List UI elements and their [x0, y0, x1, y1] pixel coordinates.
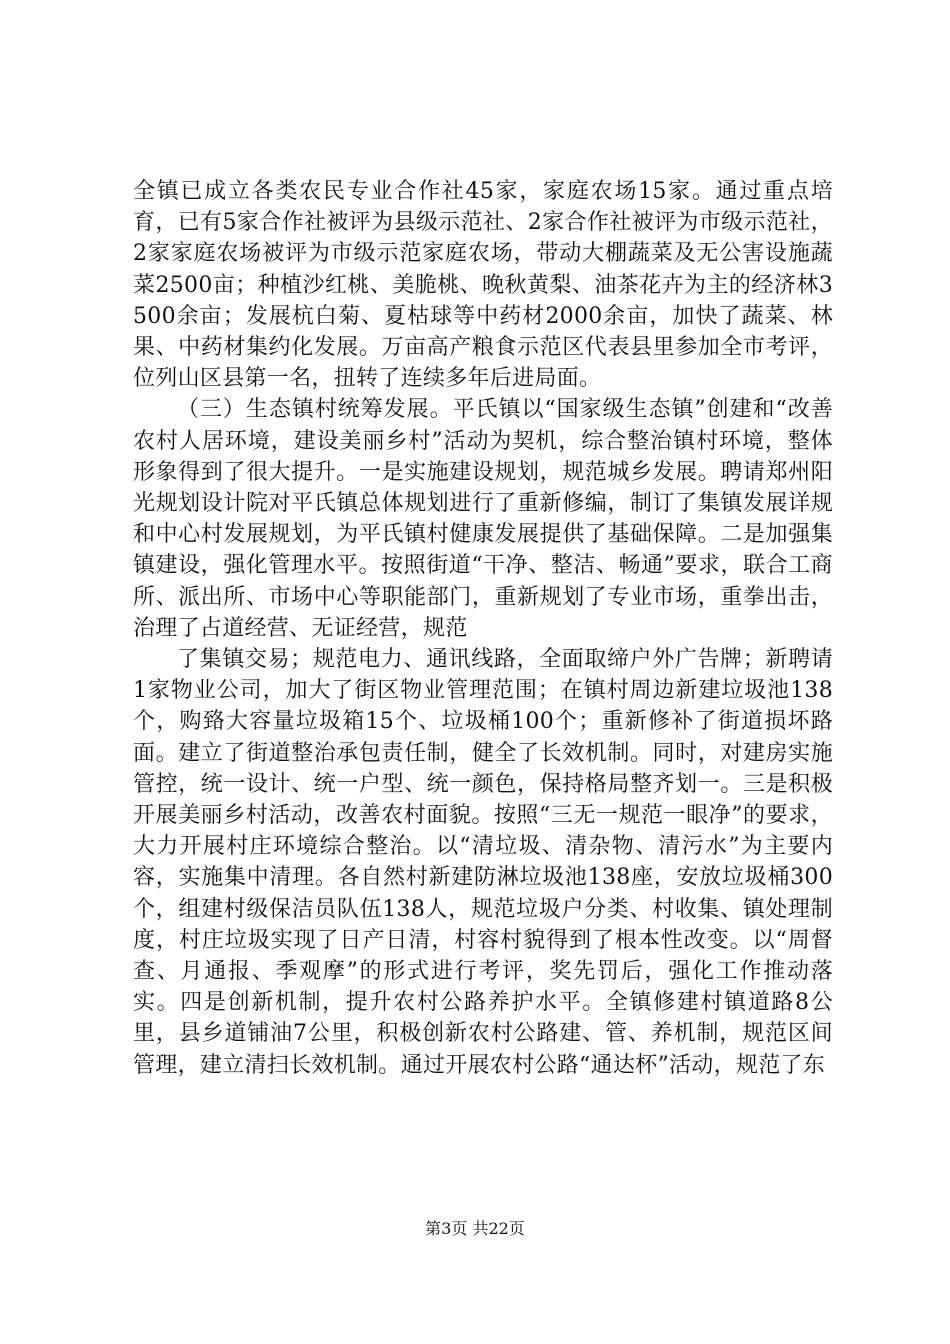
paragraph-town-management: 了集镇交易；规范电力、通讯线路，全面取缔户外广告牌；新聘请1家物业公司，加大了街区物业管理范围；在镇村周边新建垃圾池138个，购臵大容量垃圾箱15个、垃圾桶100个；重新修补了街道损坏路面。建立了街道整治承包责任制，健全了长效机制。同时，对建房实施管控，统一设计、统一户型、统一颜色，保持格局整齐划一。三是积极开展美丽乡村活动，改善农村面貌。按照“三无一规范一眼净”的要求，大力开展村庄环境综合整治。以“清垃圾、清杂物、清污水”为主要内容，实施集中清理。各自然村新建防淋垃圾池138座，安放垃圾桶300个，组建村级保洁员队伍138人，规范垃圾户分类、村收集、镇处理制度，村庄垃圾实现了日产日清，村容村貌得到了根本性改变。以“周督查、月通报、季观摩”的形式进行考评，奖先罚后，强化工作推动落实。四是创新机制，提升农村公路养护水平。全镇修建村镇道路8公里，县乡道铺油7公里，积极创新农村公路建、管、养机制，规范区间管理，建立清扫长效机制。通过开展农村公路“通达杯”活动，规范了东	[133, 647, 833, 1078]
paragraph-eco-town: （三）生态镇村统筹发展。平氏镇以“国家级生态镇”创建和“改善农村人居环境，建设美丽乡村”活动为契机，综合整治镇村环境，整体形象得到了很大提升。一是实施建设规划，规范城乡发展。聘请郑州阳光规划设计院对平氏镇总体规划进行了重新修编，制订了集镇发展详规和中心村发展规划，为平氏镇村健康发展提供了基础保障。二是加强集镇建设，强化管理水平。按照街道“干净、整洁、畅通”要求，联合工商所、派出所、市场中心等职能部门，重新规划了专业市场，重拳出击，治理了占道经营、无证经营，规范	[133, 397, 833, 641]
document-body	[133, 176, 833, 1081]
paragraph-cooperatives: 全镇已成立各类农民专业合作社45家，家庭农场15家。通过重点培育，已有5家合作社被评为县级示范社、2家合作社被评为市级示范社，2家家庭农场被评为市级示范家庭农场，带动大棚蔬菜及无公害设施蔬菜2500亩；种植沙红桃、美脆桃、晚秋黄梨、油茶花卉为主的经济林3500余亩；发展杭白菊、夏枯球等中药材2000余亩，加快了蔬菜、林果、中药材集约化发展。万亩高产粮食示范区代表县里参加全市考评，位列山区县第一名，扭转了连续多年后进局面。	[133, 179, 833, 392]
page-number-footer: 第3页 共22页	[425, 1219, 525, 1238]
